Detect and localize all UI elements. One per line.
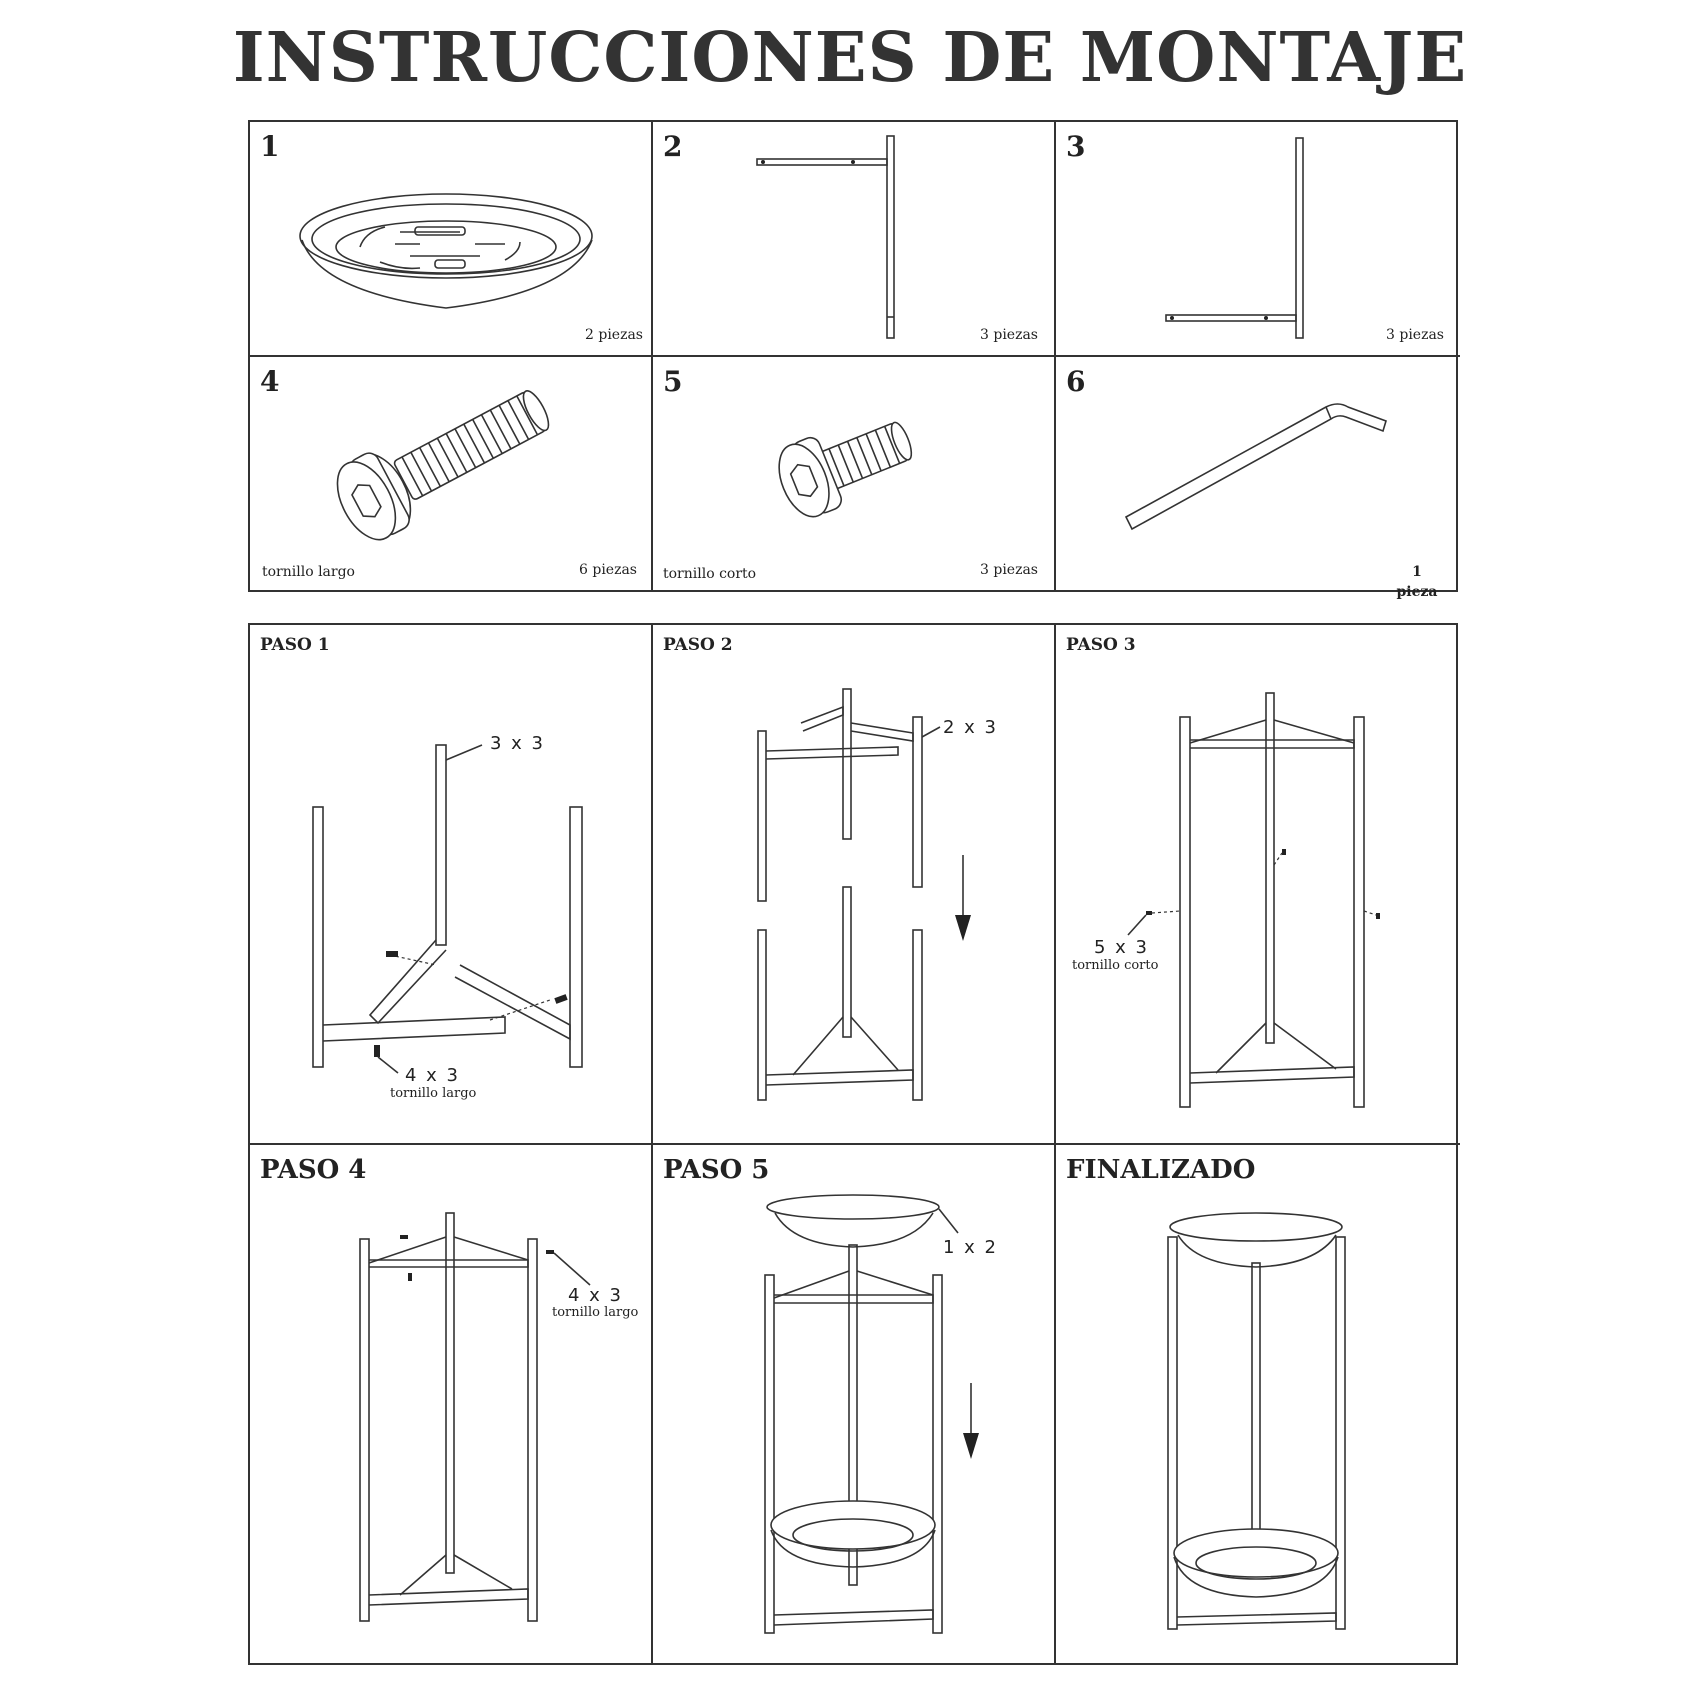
step-callout: 4 x 3	[568, 1285, 623, 1306]
part-number: 6	[1066, 365, 1086, 398]
part-3-cell	[1056, 122, 1460, 357]
upper-leg-icon	[653, 122, 1056, 357]
part-label: tornillo largo	[262, 564, 355, 580]
lower-leg-icon	[1056, 122, 1460, 357]
step-callout: 2 x 3	[943, 717, 998, 738]
step-title: PASO 3	[1066, 635, 1136, 655]
screw-label: tornillo corto	[1072, 958, 1159, 973]
steps-grid	[248, 623, 1458, 1665]
part-4-cell	[250, 357, 653, 592]
part-5-cell	[653, 357, 1056, 592]
part-quantity: 1 pieza	[1396, 564, 1438, 600]
part-quantity: 3 piezas	[1386, 327, 1444, 343]
finished-diagram	[1056, 1145, 1460, 1665]
tray-icon	[250, 122, 653, 357]
parts-grid	[248, 120, 1458, 600]
screw-label: tornillo largo	[390, 1086, 477, 1101]
step-callout: 3 x 3	[490, 733, 545, 754]
part-number: 4	[260, 365, 280, 398]
part-6-cell	[1056, 357, 1460, 600]
step-title: PASO 5	[663, 1155, 770, 1185]
part-number: 1	[260, 130, 280, 163]
step-4-cell	[250, 1145, 653, 1665]
step-5-cell	[653, 1145, 1056, 1665]
finished-cell	[1056, 1145, 1460, 1665]
step-3-cell	[1056, 625, 1460, 1145]
step-title: FINALIZADO	[1066, 1155, 1256, 1185]
step-title: PASO 4	[260, 1155, 367, 1185]
page-title: INSTRUCCIONES DE MONTAJE	[232, 18, 1468, 98]
step-callout: 1 x 2	[943, 1237, 998, 1258]
short-screw-icon	[653, 357, 1056, 592]
step-callout: 4 x 3	[405, 1065, 460, 1086]
step-1-cell	[250, 625, 653, 1145]
step-5-diagram	[653, 1145, 1056, 1665]
screw-label: tornillo largo	[552, 1305, 639, 1320]
part-number: 3	[1066, 130, 1086, 163]
step-title: PASO 2	[663, 635, 733, 655]
part-quantity: 3 piezas	[980, 562, 1038, 578]
allen-key-icon	[1056, 357, 1460, 592]
step-title: PASO 1	[260, 635, 330, 655]
part-label: tornillo corto	[663, 566, 757, 582]
part-quantity: 2 piezas	[585, 327, 643, 343]
step-callout: 5 x 3	[1094, 937, 1149, 958]
step-2-cell	[653, 625, 1056, 1145]
part-1-cell	[250, 122, 653, 357]
part-number: 2	[663, 130, 683, 163]
step-3-diagram	[1056, 625, 1460, 1145]
step-4-diagram	[250, 1145, 653, 1665]
long-screw-icon	[250, 357, 653, 592]
part-number: 5	[663, 365, 683, 398]
part-2-cell	[653, 122, 1056, 357]
part-quantity: 6 piezas	[579, 562, 637, 578]
part-quantity: 3 piezas	[980, 327, 1038, 343]
step-2-diagram	[653, 625, 1056, 1145]
